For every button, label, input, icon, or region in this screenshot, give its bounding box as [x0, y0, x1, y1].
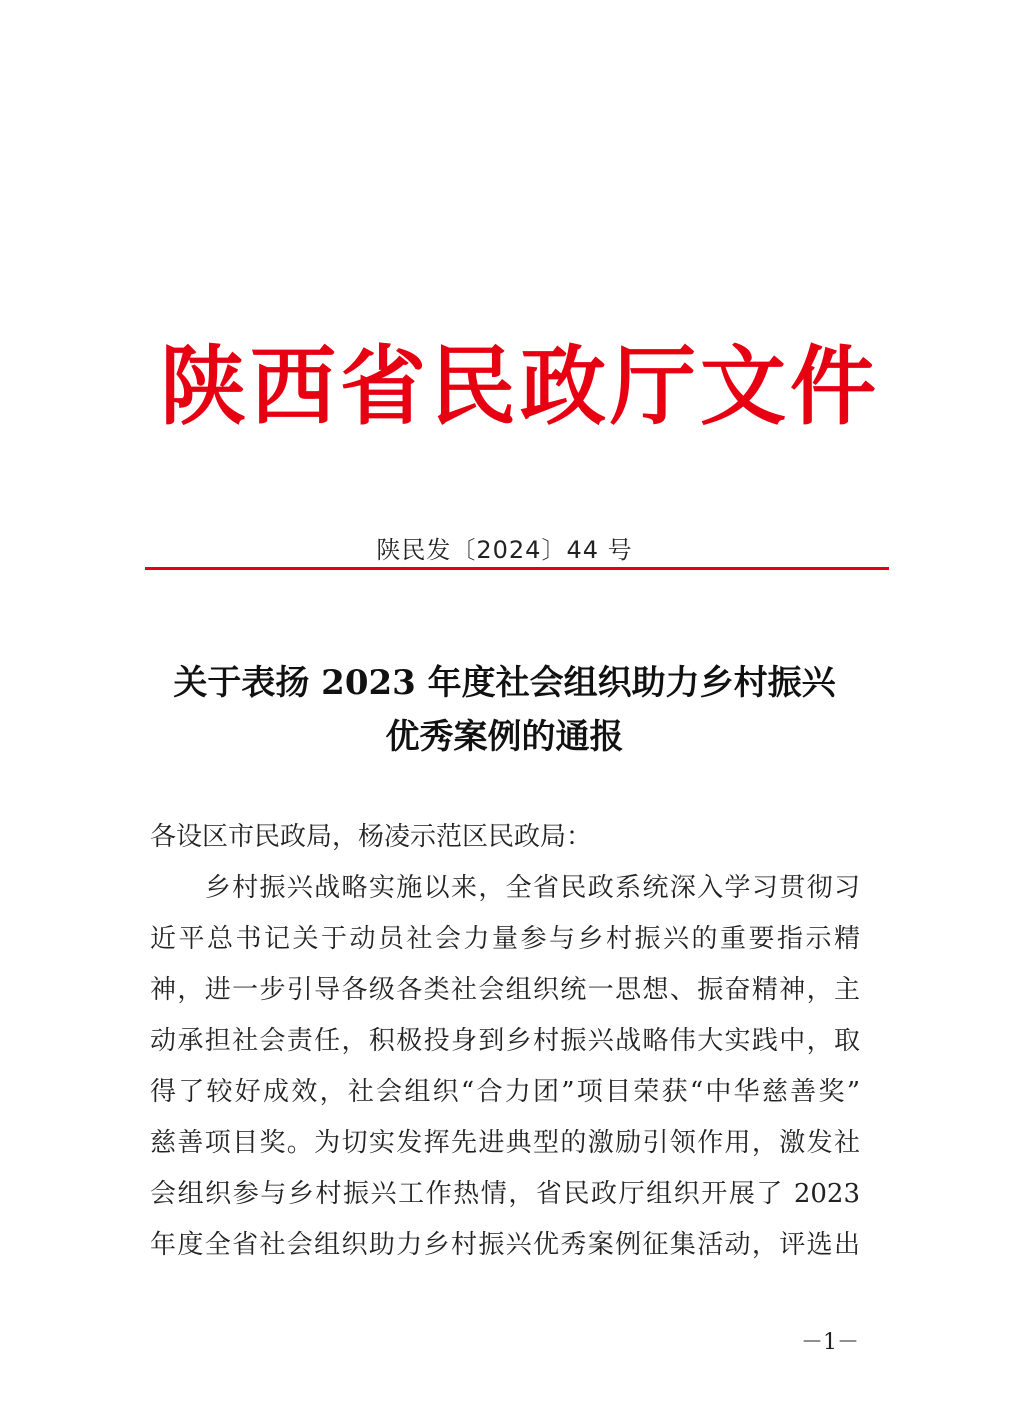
- body-line: 慈善项目奖。为切实发挥先进典型的激励引领作用，激发社: [150, 1128, 860, 1158]
- body-line: 会组织参与乡村振兴工作热情，省民政厅组织开展了 2023: [150, 1179, 860, 1209]
- body-line: 动承担社会责任，积极投身到乡村振兴战略伟大实践中，取: [150, 1026, 860, 1056]
- notice-title-line-2: 优秀案例的通报: [385, 717, 624, 757]
- document-number: 陕民发〔2024〕44 号: [376, 536, 633, 564]
- body-line: 近平总书记关于动员社会力量参与乡村振兴的重要指示精: [150, 924, 860, 954]
- notice-title-line-1: 关于表扬 2023 年度社会组织助力乡村振兴: [173, 663, 836, 703]
- body-line: 神，进一步引导各级各类社会组织统一思想、振奋精神，主: [150, 975, 860, 1005]
- notice-body: [150, 812, 860, 1271]
- page-number: －1－: [801, 1330, 859, 1355]
- notice-title: [100, 656, 909, 764]
- masthead-title: 陕西省民政厅文件: [160, 336, 880, 437]
- red-divider-line: [145, 567, 889, 570]
- salutation: 各设区市民政局，杨凌示范区民政局：: [150, 822, 593, 852]
- body-line: 得了较好成效，社会组织“合力团”项目荣获“中华慈善奖”: [150, 1077, 860, 1107]
- body-line: 乡村振兴战略实施以来，全省民政系统深入学习贯彻习: [150, 873, 860, 903]
- body-line: 年度全省社会组织助力乡村振兴优秀案例征集活动，评选出: [150, 1230, 860, 1260]
